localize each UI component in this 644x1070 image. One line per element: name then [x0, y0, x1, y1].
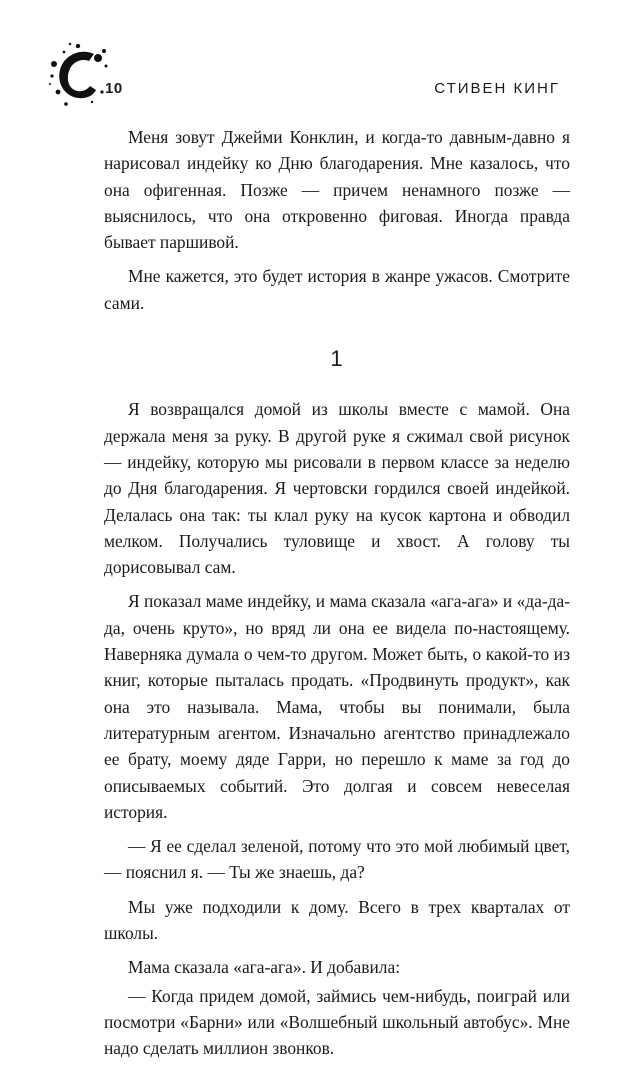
- text-paragraph: — Когда придем домой, займись чем-нибудь, поиграй или посмотри «Барни» или «Волшебный школьный автобус». Мне надо сделать миллион звонков.: [104, 985, 570, 1059]
- intro-paragraph: Меня зовут Джейми Конклин, и когда-то давным-давно я нарисовал индейку ко Дню благодарения. Мне казалось, что она офигенная. Позже — причем ненамного позже — выяснилось, что она откровенно фиговая. Иногда правда бывает паршивой.: [104, 127, 570, 253]
- page-number: 10: [105, 80, 123, 97]
- page-header: [0, 0, 644, 120]
- intro-paragraph: Мне кажется, это будет история в жанре ужасов. Смотрите сами.: [104, 266, 570, 313]
- text-paragraph: Я показал маме индейку, и мама сказала «ага-ага» и «да-да-да, очень круто», но вряд ли она ее видела по-настоящему. Наверняка думала о чем-то другом. Может быть, о какой-то из книг, которые пыталась продать. «Продвинуть продукт», как она это называла. Мама, чтобы вы понимали, была литературным агентом. Изначально агентство принадлежало ее брату, моему дяде Гарри, но перешло к маме за год до описываемых событий. Это долгая и совсем невеселая история.: [104, 591, 570, 822]
- text-paragraph: Мы уже подходили к дому. Всего в трех кварталах от школы.: [104, 896, 570, 944]
- chapter-number: 1: [330, 346, 344, 372]
- page-body: [104, 124, 570, 1070]
- text-paragraph: Мама сказала «ага-ага». И добавила:: [128, 957, 401, 978]
- text-paragraph: — Я ее сделал зеленой, потому что это мой любимый цвет, — пояснил я. — Ты же знаешь, да?: [104, 836, 570, 883]
- text-paragraph: Я возвращался домой из школы вместе с мамой. Она держала меня за руку. В другой руке я сжимал свой рисунок — индейку, которую мы рисовали в первом классе за неделю до Дня благодарения. Я чертовски гордился своей индейкой. Делалась она так: ты клал руку на кусок картона и обводил мелком. Получались туловище и хвост. А голову ты дорисовывал сам.: [104, 399, 570, 578]
- publisher-logo-icon: [46, 40, 116, 110]
- running-title: СТИВЕН КИНГ: [434, 80, 560, 97]
